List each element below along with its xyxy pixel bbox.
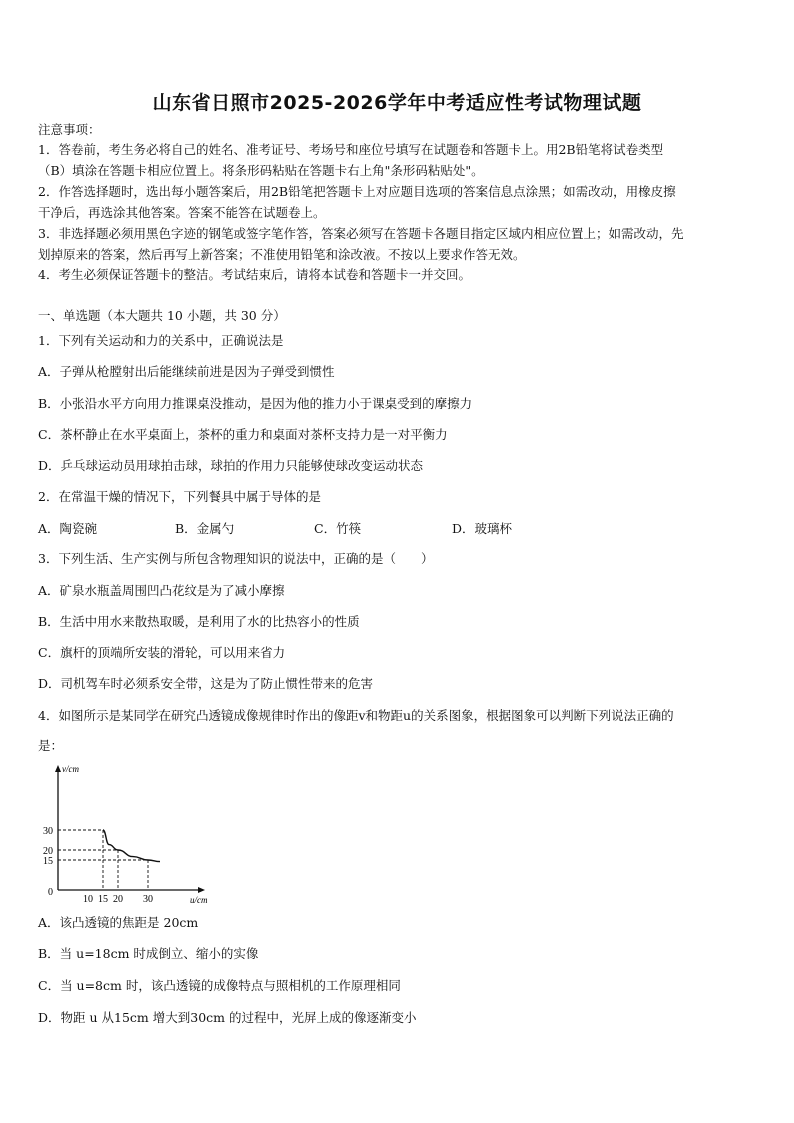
- question-2-stem: 2．在常温干燥的情况下，下列餐具中属于导体的是: [38, 489, 321, 504]
- page-title: 山东省日照市2025-2026学年中考适应性考试物理试题: [152, 92, 642, 114]
- image-distance-graph: [30, 760, 220, 910]
- y-axis-arrow: [55, 765, 61, 772]
- notice-line: 1．答卷前，考生务必将自己的姓名、准考证号、考场号和座位号填写在试题卷和答题卡上。用2B铅笔将试卷类型: [38, 142, 664, 157]
- notice-line: 划掉原来的答案，然后再写上新答案；不准使用铅笔和涂改液。不按以上要求作答无效。: [38, 247, 526, 262]
- question-4-stem: 4．如图所示是某同学在研究凸透镜成像规律时作出的像距v和物距u的关系图象，根据图象可以判断下列说法正确的: [38, 708, 674, 723]
- question-1-option-c[interactable]: C．茶杯静止在水平桌面上，茶杯的重力和桌面对茶杯支持力是一对平衡力: [38, 427, 448, 442]
- question-2-options: [38, 519, 758, 537]
- y-tick-label: 15: [43, 856, 53, 867]
- notice-line: 4．考生必须保证答题卡的整洁。考试结束后，请将本试卷和答题卡一并交回。: [38, 267, 471, 282]
- question-3-option-b[interactable]: B．生活中用水来散热取暖，是利用了水的比热容小的性质: [38, 614, 360, 629]
- section-heading: 一、单选题（本大题共 10 小题，共 30 分）: [38, 308, 286, 323]
- x-axis-arrow: [198, 887, 205, 893]
- notice-heading: 注意事项：: [38, 122, 101, 137]
- notice-line: 干净后，再选涂其他答案。答案不能答在试题卷上。: [38, 205, 326, 220]
- y-axis-label: v/cm: [62, 764, 79, 774]
- question-2-option-b[interactable]: B．金属勺: [175, 521, 235, 536]
- question-3-option-a[interactable]: A．矿泉水瓶盖周围凹凸花纹是为了减小摩擦: [38, 583, 285, 598]
- v-u-curve: [103, 830, 160, 862]
- question-4-option-c[interactable]: C．当 u=8cm 时，该凸透镜的成像特点与照相机的工作原理相同: [38, 978, 401, 993]
- origin-label: 0: [48, 887, 53, 898]
- y-tick-label: 30: [43, 826, 53, 837]
- question-3-stem: 3．下列生活、生产实例与所包含物理知识的说法中，正确的是（ ）: [38, 551, 434, 566]
- x-axis-label: u/cm: [190, 895, 208, 905]
- y-tick-label: 20: [43, 846, 53, 857]
- notice-line: 3．非选择题必须用黑色字迹的钢笔或签字笔作答，答案必须写在答题卡各题目指定区域内相应位置上；如需改动，先: [38, 226, 684, 241]
- question-3-option-c[interactable]: C．旗杆的顶端所安装的滑轮，可以用来省力: [38, 645, 286, 660]
- question-2-option-a[interactable]: A．陶瓷碗: [38, 521, 98, 536]
- question-1-option-a[interactable]: A．子弹从枪膛射出后能继续前进是因为子弹受到惯性: [38, 364, 335, 379]
- x-tick-label: 15: [98, 894, 108, 905]
- question-4-option-a[interactable]: A．该凸透镜的焦距是 20cm: [38, 915, 199, 930]
- question-2-option-c[interactable]: C．竹筷: [314, 521, 362, 536]
- question-1-option-b[interactable]: B．小张沿水平方向用力推课桌没推动，是因为他的推力小于课桌受到的摩擦力: [38, 396, 473, 411]
- notice-line: （B）填涂在答题卡相应位置上。将条形码粘贴在答题卡右上角"条形码粘贴处"。: [38, 163, 484, 178]
- notice-line: 2．作答选择题时，选出每小题答案后，用2B铅笔把答题卡上对应题目选项的答案信息点涂黑；如需改动，用橡皮擦: [38, 184, 676, 199]
- x-tick-label: 10: [83, 894, 93, 905]
- question-1-option-d[interactable]: D．乒乓球运动员用球拍击球，球拍的作用力只能够使球改变运动状态: [38, 458, 424, 473]
- x-tick-label: 20: [113, 894, 123, 905]
- question-3-option-d[interactable]: D．司机驾车时必须系安全带，这是为了防止惯性带来的危害: [38, 676, 374, 691]
- question-4-option-d[interactable]: D．物距 u 从15cm 增大到30cm 的过程中，光屏上成的像逐渐变小: [38, 1010, 417, 1025]
- question-2-option-d[interactable]: D．玻璃杯: [452, 521, 513, 536]
- question-4-stem-cont: 是：: [38, 738, 64, 753]
- question-1-stem: 1．下列有关运动和力的关系中，正确说法是: [38, 333, 284, 348]
- question-4-option-b[interactable]: B．当 u=18cm 时成倒立、缩小的实像: [38, 946, 259, 961]
- x-tick-label: 30: [143, 894, 153, 905]
